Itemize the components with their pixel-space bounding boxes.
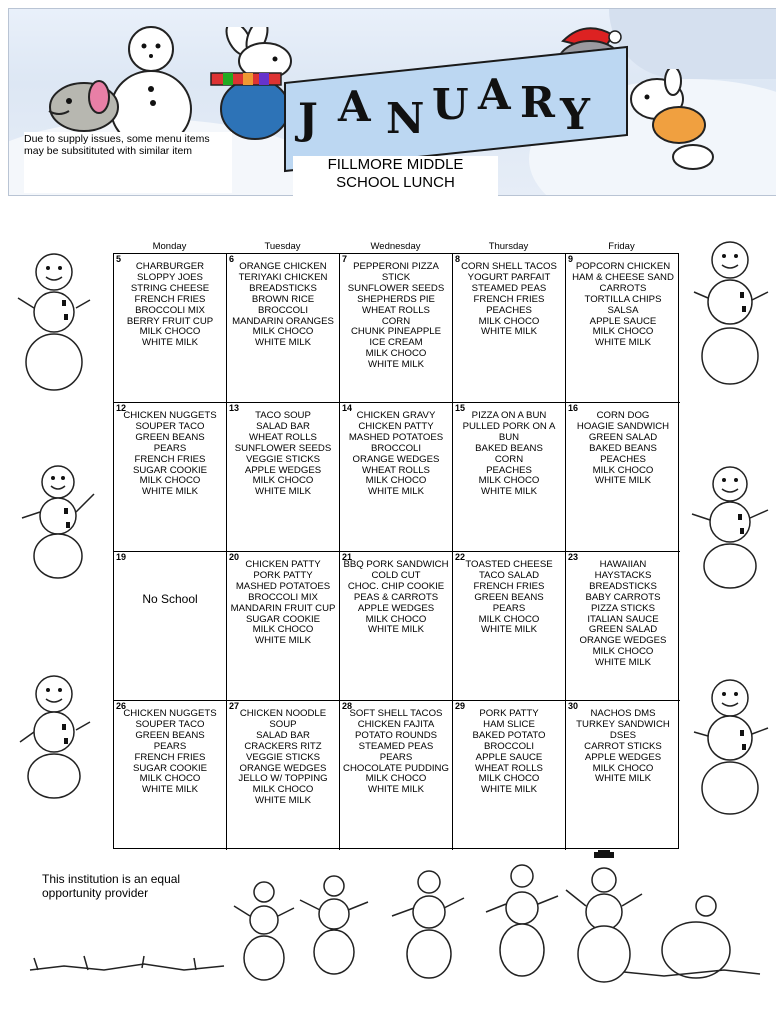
menu-items: [566, 709, 680, 785]
school-title: [293, 156, 498, 196]
menu-item: FRENCH FRIES: [134, 293, 206, 305]
snowman-icon: [14, 250, 94, 392]
menu-item: MASHED POTATOES: [235, 580, 331, 592]
no-school-note: No School: [142, 592, 198, 606]
day-number: 8: [455, 254, 461, 264]
menu-item: CORN DOG: [596, 410, 650, 421]
menu-items: [566, 411, 680, 487]
menu-item: WHITE MILK: [595, 337, 651, 349]
snowman-icon: [690, 236, 772, 386]
menu-item: MILK CHOCO: [365, 475, 427, 487]
menu-item: MILK CHOCO: [139, 475, 201, 487]
menu-item: SALSA: [607, 304, 639, 316]
menu-item: APPLE WEDGES: [584, 751, 662, 763]
menu-item: PEPPERONI PIZZA: [353, 261, 439, 272]
menu-item: WHEAT ROLLS: [362, 464, 430, 476]
month-letter-6: R: [520, 78, 556, 127]
menu-item: GREEN SALAD: [588, 624, 658, 636]
weekday-thursday: Thursday: [488, 241, 529, 252]
menu-items: [566, 560, 680, 669]
menu-item: STICK: [381, 271, 411, 283]
menu-item: FRENCH FRIES: [134, 751, 206, 763]
menu-item: PEARS: [153, 740, 187, 752]
menu-item: APPLE SAUCE: [475, 751, 543, 763]
menu-item: WHITE MILK: [368, 624, 424, 636]
menu-item: ORANGE WEDGES: [579, 635, 667, 647]
menu-item: BUN: [498, 431, 520, 443]
menu-item: MILK CHOCO: [252, 326, 314, 338]
day-number: 16: [568, 403, 579, 413]
menu-item: SOUPER TACO: [135, 718, 205, 730]
menu-item: CHOCOLATE PUDDING: [343, 762, 449, 774]
menu-item: SALAD BAR: [256, 729, 310, 741]
school-title-line1: FILLMORE MIDDLE: [327, 156, 464, 173]
menu-item: BROCCOLI: [483, 740, 535, 752]
menu-items: [114, 262, 226, 349]
menu-item: MILK CHOCO: [592, 646, 654, 658]
weekday-wednesday: Wednesday: [370, 241, 421, 252]
menu-item: MILK CHOCO: [592, 326, 654, 338]
calendar-day-cell: [453, 254, 566, 403]
day-number: 7: [342, 254, 348, 264]
menu-item: SOFT SHELL TACOS: [349, 708, 443, 719]
menu-item: PIZZA STICKS: [591, 602, 655, 614]
menu-items: [453, 262, 565, 338]
snowman-icon: [690, 462, 772, 590]
day-number: 9: [568, 254, 574, 264]
menu-item: CARROTS: [599, 282, 647, 294]
menu-item: MANDARIN ORANGES: [232, 315, 334, 327]
menu-item: MILK CHOCO: [365, 773, 427, 785]
menu-item: DSES: [609, 729, 637, 741]
menu-item: STEAMED PEAS: [471, 282, 547, 294]
menu-item: TACO SOUP: [255, 410, 311, 421]
bunny-orange-icon: [617, 69, 747, 179]
calendar-day-cell: [453, 701, 566, 850]
menu-item: BROCCOLI MIX: [135, 304, 205, 316]
menu-item: SOUPER TACO: [135, 420, 205, 432]
menu-item: MILK CHOCO: [139, 326, 201, 338]
menu-item: WHITE MILK: [481, 486, 537, 498]
day-number: 12: [116, 403, 127, 413]
calendar-day-cell: [227, 254, 340, 403]
menu-items: [114, 411, 226, 498]
menu-item: CHICKEN FAJITA: [357, 718, 435, 730]
menu-item: MILK CHOCO: [252, 624, 314, 636]
calendar-day-cell: [114, 403, 227, 552]
menu-item: GREEN BEANS: [135, 729, 205, 741]
menu-item: SUNFLOWER SEEDS: [234, 442, 332, 454]
menu-item: BERRY FRUIT CUP: [126, 315, 214, 327]
calendar-day-cell: [114, 552, 227, 701]
snowman-line-drawing-icon: [24, 850, 764, 990]
menu-item: HAYSTACKS: [594, 569, 652, 581]
menu-item: WHITE MILK: [255, 795, 311, 807]
menu-item: ITALIAN SAUCE: [587, 613, 659, 625]
menu-item: CORN: [494, 453, 524, 465]
day-number: 30: [568, 701, 579, 711]
menu-calendar: [113, 253, 679, 849]
day-number: 26: [116, 701, 127, 711]
menu-item: APPLE SAUCE: [589, 315, 657, 327]
menu-item: POTATO ROUNDS: [354, 729, 438, 741]
month-letter-4: U: [432, 80, 470, 129]
menu-item: YOGURT PARFAIT: [467, 271, 551, 283]
menu-item: PEAS & CARROTS: [353, 591, 439, 603]
menu-item: BAKED POTATO: [472, 729, 546, 741]
day-number: 28: [342, 701, 353, 711]
menu-item: SUNFLOWER SEEDS: [347, 282, 445, 294]
menu-item: SALAD BAR: [256, 420, 310, 432]
day-number: 14: [342, 403, 353, 413]
calendar-day-cell: [453, 552, 566, 701]
menu-item: HOAGIE SANDWICH: [576, 420, 670, 432]
day-number: 19: [116, 552, 127, 562]
menu-item: PORK PATTY: [479, 708, 539, 719]
menu-item: FRENCH FRIES: [473, 293, 545, 305]
calendar-day-cell: [340, 403, 453, 552]
menu-item: FRENCH FRIES: [134, 453, 206, 465]
weekday-tuesday: Tuesday: [264, 241, 301, 252]
calendar-day-cell: [340, 552, 453, 701]
menu-item: MILK CHOCO: [365, 613, 427, 625]
menu-item: HAWAIIAN: [599, 559, 647, 570]
day-number: 22: [455, 552, 466, 562]
menu-item: WHEAT ROLLS: [362, 304, 430, 316]
menu-item: BREADSTICKS: [249, 282, 317, 294]
snowman-icon: [690, 676, 772, 818]
menu-item: BREADSTICKS: [589, 580, 657, 592]
menu-item: STEAMED PEAS: [358, 740, 434, 752]
menu-item: WHITE MILK: [255, 635, 311, 647]
menu-item: BROCCOLI: [370, 442, 422, 454]
day-number: 5: [116, 254, 122, 264]
snowman-icon: [18, 460, 98, 580]
weekday-friday: Friday: [608, 241, 635, 252]
equal-opportunity-statement: This institution is an equal opportunity provider: [42, 872, 181, 900]
mouse-icon: [39, 67, 129, 137]
menu-item: CORN SHELL TACOS: [461, 261, 557, 272]
calendar-day-cell: [114, 701, 227, 850]
menu-item: COLD CUT: [371, 569, 421, 581]
calendar-day-cell: [227, 552, 340, 701]
menu-item: BROWN RICE: [251, 293, 315, 305]
day-number: 20: [229, 552, 240, 562]
menu-items: [453, 709, 565, 796]
menu-item: PEACHES: [486, 464, 532, 476]
menu-item: ICE CREAM: [369, 337, 423, 349]
day-number: 15: [455, 403, 466, 413]
menu-item: JELLO W/ TOPPING: [238, 773, 328, 785]
menu-item: CRACKERS RITZ: [244, 740, 322, 752]
day-number: 23: [568, 552, 579, 562]
menu-item: BAKED BEANS: [589, 442, 657, 454]
menu-item: WHITE MILK: [368, 784, 424, 796]
menu-item: WHITE MILK: [255, 486, 311, 498]
month-letter-5: A: [478, 70, 512, 119]
menu-item: CHOC. CHIP COOKIE: [347, 580, 445, 592]
menu-item: CHICKEN PATTY: [245, 559, 321, 570]
day-number: 6: [229, 254, 235, 264]
month-letter-7: Y: [560, 90, 591, 139]
menu-item: CORN: [381, 315, 411, 327]
menu-item: CHUNK PINEAPPLE: [350, 326, 442, 338]
menu-item: PIZZA ON A BUN: [471, 410, 547, 421]
menu-item: SHEPHERDS PIE: [357, 293, 435, 305]
menu-item: PEACHES: [600, 453, 646, 465]
menu-item: MASHED POTATOES: [348, 431, 444, 443]
menu-items: [453, 560, 565, 636]
weekday-monday: Monday: [152, 241, 187, 252]
snowman-icon: [14, 672, 94, 800]
calendar-day-cell: [566, 403, 680, 552]
menu-item: MILK CHOCO: [365, 348, 427, 360]
menu-items: [114, 709, 226, 796]
calendar-day-cell: [566, 254, 680, 403]
menu-item: WHITE MILK: [368, 486, 424, 498]
menu-item: WHITE MILK: [142, 486, 198, 498]
menu-item: SOUP: [269, 718, 297, 730]
menu-item: PEARS: [492, 602, 526, 614]
menu-item: ORANGE CHICKEN: [239, 261, 327, 272]
day-number: 21: [342, 552, 353, 562]
menu-items: [566, 262, 680, 349]
menu-item: MILK CHOCO: [478, 773, 540, 785]
month-letter-2: A: [338, 82, 372, 131]
menu-item: PEARS: [379, 751, 413, 763]
menu-item: POPCORN CHICKEN: [575, 261, 671, 272]
menu-item: MILK CHOCO: [478, 315, 540, 327]
menu-item: WHEAT ROLLS: [249, 431, 317, 443]
menu-item: PEACHES: [486, 304, 532, 316]
month-letter-1: J: [298, 94, 319, 143]
calendar-day-cell: [227, 403, 340, 552]
menu-item: WHITE MILK: [595, 773, 651, 785]
menu-item: GREEN BEANS: [474, 591, 544, 603]
menu-item: CHICKEN GRAVY: [356, 410, 436, 421]
menu-item: SUGAR COOKIE: [132, 464, 208, 476]
menu-item: GREEN BEANS: [135, 431, 205, 443]
menu-item: VEGGIE STICKS: [245, 751, 321, 763]
month-title: [292, 72, 622, 142]
menu-item: BAKED BEANS: [475, 442, 543, 454]
menu-item: WHITE MILK: [142, 784, 198, 796]
menu-item: CHICKEN NUGGETS: [123, 708, 217, 719]
menu-items: [340, 709, 452, 796]
menu-item: APPLE WEDGES: [357, 602, 435, 614]
menu-item: MILK CHOCO: [592, 464, 654, 476]
menu-items: [227, 560, 339, 647]
menu-item: BABY CARROTS: [585, 591, 661, 603]
menu-items: [227, 262, 339, 349]
calendar-day-cell: [340, 701, 453, 850]
weekday-header: [113, 239, 679, 253]
menu-item: MILK CHOCO: [592, 762, 654, 774]
day-number: 13: [229, 403, 240, 413]
menu-item: TORTILLA CHIPS: [584, 293, 662, 305]
calendar-day-cell: [453, 403, 566, 552]
menu-item: NACHOS DMS: [590, 708, 656, 719]
menu-item: CHARBURGER: [135, 261, 205, 272]
menu-item: MILK CHOCO: [252, 784, 314, 796]
menu-items: [453, 411, 565, 498]
menu-item: WHEAT ROLLS: [475, 762, 543, 774]
menu-item: MILK CHOCO: [478, 475, 540, 487]
school-title-line2: SCHOOL LUNCH: [336, 174, 455, 191]
calendar-day-cell: [566, 552, 680, 701]
menu-item: MILK CHOCO: [478, 613, 540, 625]
menu-items: [227, 411, 339, 498]
day-number: 27: [229, 701, 240, 711]
calendar-day-cell: [114, 254, 227, 403]
day-number: 29: [455, 701, 466, 711]
menu-item: SUGAR COOKIE: [245, 613, 321, 625]
menu-item: CHICKEN NOODLE: [239, 708, 327, 719]
menu-item: GREEN SALAD: [588, 431, 658, 443]
menu-item: WHITE MILK: [481, 326, 537, 338]
menu-item: SUGAR COOKIE: [132, 762, 208, 774]
calendar-day-cell: [227, 701, 340, 850]
calendar-day-cell: [340, 254, 453, 403]
menu-item: WHITE MILK: [595, 475, 651, 487]
menu-item: TERIYAKI CHICKEN: [238, 271, 328, 283]
menu-item: HAM SLICE: [483, 718, 535, 730]
menu-item: BBQ PORK SANDWICH: [343, 559, 449, 570]
menu-item: MANDARIN FRUIT CUP: [230, 602, 336, 614]
menu-item: BROCCOLI: [257, 304, 309, 316]
menu-item: TOASTED CHEESE: [465, 559, 553, 570]
menu-items: [340, 262, 452, 371]
menu-item: TACO SALAD: [478, 569, 540, 581]
menu-item: HAM & CHEESE SAND: [572, 271, 674, 283]
menu-item: WHITE MILK: [255, 337, 311, 349]
menu-item: CHICKEN NUGGETS: [123, 410, 217, 421]
supply-notice: Due to supply issues, some menu items may be subsitituted with similar item: [24, 132, 232, 193]
menu-item: WHITE MILK: [368, 359, 424, 371]
menu-item: ORANGE WEDGES: [352, 453, 440, 465]
menu-item: MILK CHOCO: [252, 475, 314, 487]
menu-item: VEGGIE STICKS: [245, 453, 321, 465]
menu-item: WHITE MILK: [481, 784, 537, 796]
menu-items: [227, 709, 339, 807]
menu-item: CARROT STICKS: [584, 740, 662, 752]
menu-item: FRENCH FRIES: [473, 580, 545, 592]
menu-item: PULLED PORK ON A: [462, 420, 556, 432]
menu-item: APPLE WEDGES: [244, 464, 322, 476]
menu-item: ORANGE WEDGES: [239, 762, 327, 774]
menu-item: BROCCOLI MIX: [248, 591, 318, 603]
menu-item: MILK CHOCO: [139, 773, 201, 785]
menu-items: [340, 560, 452, 636]
menu-item: PEARS: [153, 442, 187, 454]
menu-item: WHITE MILK: [595, 657, 651, 669]
menu-items: [340, 411, 452, 498]
menu-item: WHITE MILK: [142, 337, 198, 349]
menu-item: SLOPPY JOES: [137, 271, 203, 283]
menu-item: STRING CHEESE: [130, 282, 210, 294]
menu-item: WHITE MILK: [481, 624, 537, 636]
month-letter-3: N: [386, 94, 426, 143]
calendar-day-cell: [566, 701, 680, 850]
menu-item: PORK PATTY: [253, 569, 313, 581]
menu-item: TURKEY SANDWICH: [576, 718, 670, 730]
menu-item: CHICKEN PATTY: [358, 420, 434, 432]
